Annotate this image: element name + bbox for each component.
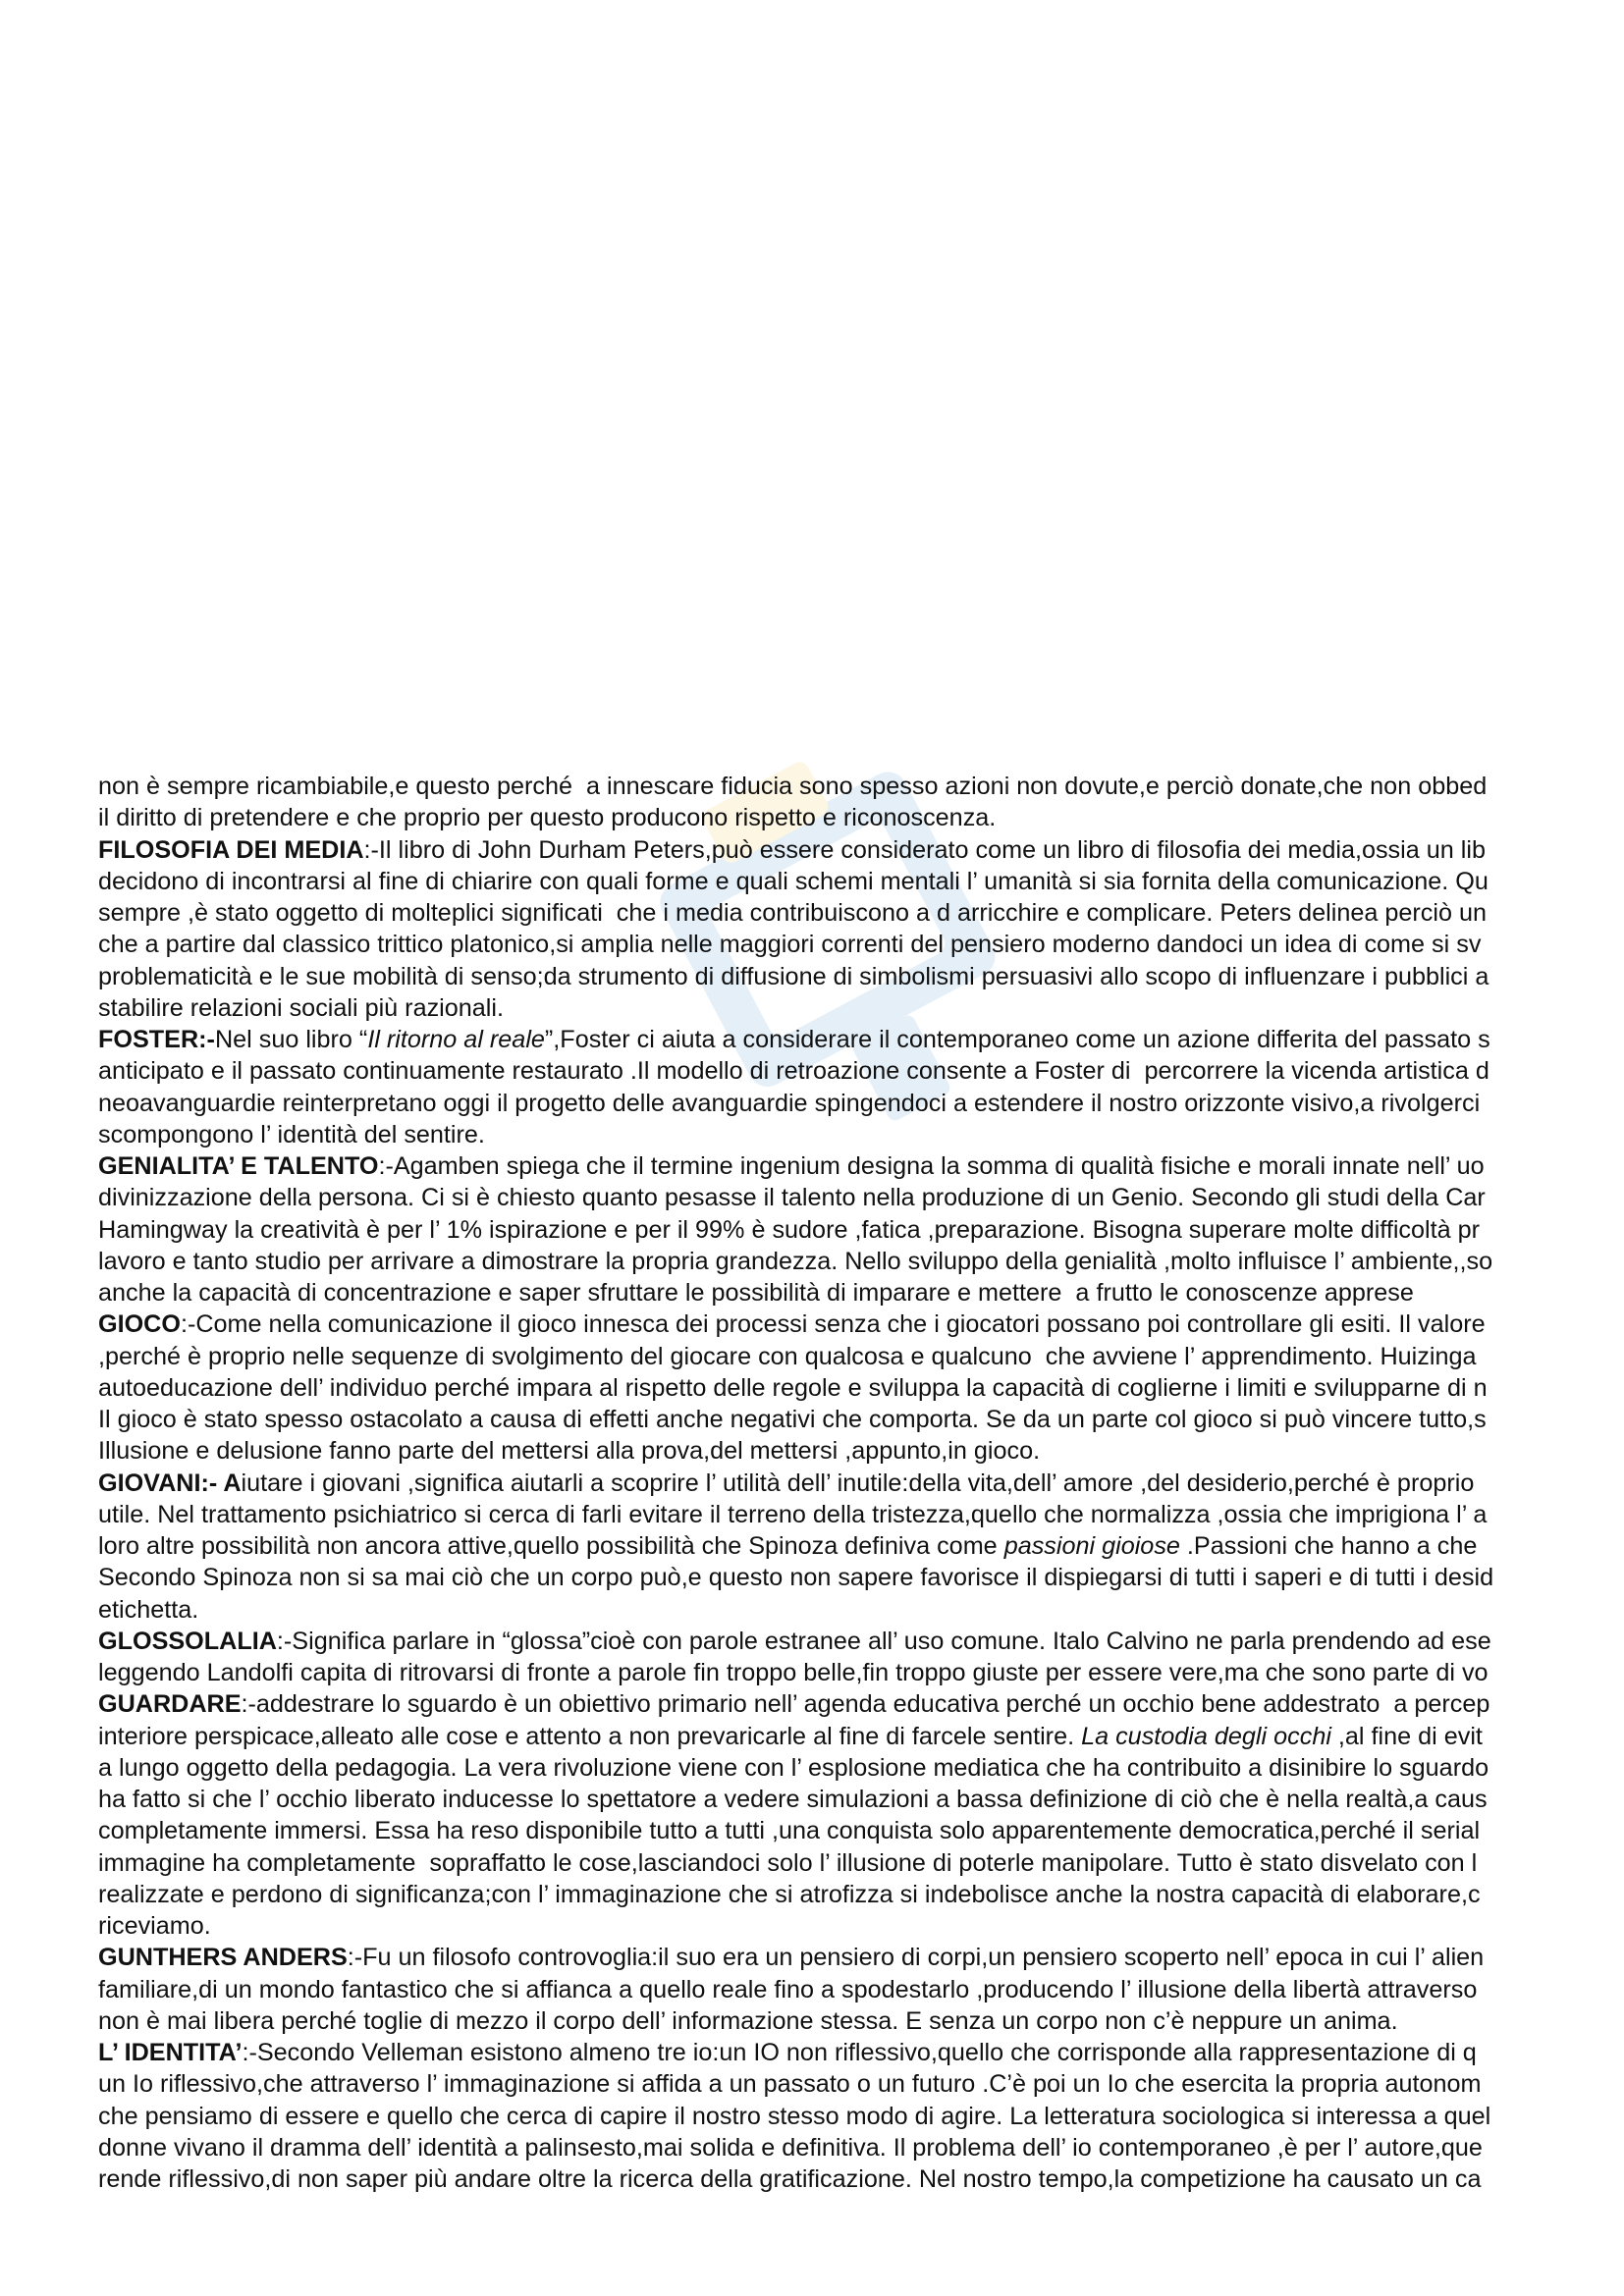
text-line: problematicità e le sue mobilità di senso;da strumento di diffusione di simbolismi persuasivi allo scopo di influenzare i pubblici a <box>98 962 1489 990</box>
text-line: Illusione e delusione fanno parte del mettersi alla prova,del mettersi ,appunto,in gioco. <box>98 1437 1041 1466</box>
entry-identita <box>98 2037 1624 2068</box>
italic-phrase: La custodia degli occhi <box>1081 1722 1338 1750</box>
text-line: :-addestrare lo sguardo è un obiettivo primario nell’ agenda educativa perché un occhio bene addestrato a percep <box>241 1690 1490 1719</box>
entry-filosofia-dei-media <box>98 834 1624 866</box>
text-line: a lungo oggetto della pedagogia. La vera rivoluzione viene con l’ esplosione mediatica che ha contribuito a disinibire lo sguardo <box>98 1753 1489 1782</box>
text-line: familiare,di un mondo fantastico che si affianca a quello reale fino a spodestarlo ,producendo l’ illusione della libertà attraverso <box>98 1975 1478 2003</box>
text-line: realizzate e perdono di significanza;con l’ immaginazione che si atrofizza si indebolisce anche la nostra capacità di elaborare,c <box>98 1880 1481 1908</box>
entry-foster <box>98 1024 1624 1055</box>
text-line: utile. Nel trattamento psichiatrico si cerca di farli evitare il terreno della tristezza,quello che normalizza ,ossia che imprigiona l’ a <box>98 1500 1488 1528</box>
text-line: ,perché è proprio nelle sequenze di svolgimento del giocare con qualcosa e qualcuno che avviene l’ apprendimento. Huizinga <box>98 1342 1477 1370</box>
entry-term: GUNTHERS ANDERS <box>98 1944 348 1972</box>
text-line: divinizzazione della persona. Ci si è chiesto quanto pesasse il talento nella produzione di un Genio. Secondo gli studi della Car <box>98 1184 1486 1212</box>
entry-term: GLOSSOLALIA <box>98 1627 277 1655</box>
text-line: riceviamo. <box>98 1912 211 1940</box>
text-line: donne vivano il dramma dell’ identità a palinsesto,mai solida e definitiva. Il problema dell’ io contemporaneo ,è per l’ autore,que <box>98 2133 1483 2162</box>
entry-term: FOSTER:- <box>98 1026 215 1053</box>
text-line: un Io riflessivo,che attraverso l’ immaginazione si affida a un passato o un futuro .C’è poi un Io che esercita la propria autonom <box>98 2070 1482 2099</box>
text-line: :-Significa parlare in “glossa”cioè con parole estranee all’ uso comune. Italo Calvino ne parla prendendo ad ese <box>276 1627 1491 1655</box>
text-line: scompongono l’ identità del sentire. <box>98 1120 485 1148</box>
text-line: autoeducazione dell’ individuo perché impara al rispetto delle regole e sviluppa la capacità di coglierne i limiti e svilupparne di n <box>98 1373 1488 1402</box>
text-line: ha fatto si che l’ occhio liberato inducesse lo spettatore a vedere simulazioni a bassa definizione di ciò che è nella realtà,a caus <box>98 1786 1488 1813</box>
text-fragment: loro altre possibilità non ancora attive,quello possibilità che Spinoza definiva come <box>98 1532 1004 1560</box>
text-line: sempre ,è stato oggetto di molteplici significati che i media contribuiscono a d arricchire e complicare. Peters delinea perciò un <box>98 899 1488 927</box>
entry-term: GUARDARE <box>98 1690 242 1719</box>
entry-term: FILOSOFIA DEI MEDIA <box>98 835 364 864</box>
text-line: lavoro e tanto studio per arrivare a dimostrare la propria grandezza. Nello sviluppo della genialità ,molto influisce l’ ambiente,,so <box>98 1247 1493 1275</box>
text-line: :-Come nella comunicazione il gioco innesca dei processi senza che i giocatori possano poi controllare gli esiti. Il valore <box>180 1310 1486 1339</box>
text-line: non è sempre ricambiabile,e questo perché a innescare fiducia sono spesso azioni non dovute,e perciò donate,che non obbed <box>98 773 1488 800</box>
document-body <box>98 771 1624 2195</box>
text-line: leggendo Landolfi capita di ritrovarsi di fronte a parole fin troppo belle,fin troppo giuste per essere vere,ma che sono parte di vo <box>98 1659 1489 1686</box>
text-line: Secondo Spinoza non si sa mai ciò che un corpo può,e questo non sapere favorisce il dispiegarsi di tutti i saperi e di tutti i desid <box>98 1564 1494 1592</box>
text-line: che a partire dal classico trittico platonico,si amplia nelle maggiori correnti del pensiero moderno dandoci un idea di come si sv <box>98 931 1482 959</box>
entry-genialita-e-talento <box>98 1150 1624 1182</box>
text-fragment: ,al fine di evit <box>1337 1722 1483 1750</box>
text-line: anticipato e il passato continuamente restaurato .Il modello di retroazione consente a Foster di percorrere la vicenda artistica d <box>98 1057 1489 1086</box>
text-line: etichetta. <box>98 1595 199 1624</box>
text-line: neoavanguardie reinterpretano oggi il progetto delle avanguardie spingendoci a estendere il nostro orizzonte visivo,a rivolgerci <box>98 1089 1481 1117</box>
text-line: che pensiamo di essere e quello che cerca di capire il nostro stesso modo di agire. La letteratura sociologica si interessa a quel <box>98 2102 1491 2130</box>
text-line: :-Fu un filosofo controvoglia:il suo era un pensiero di corpi,un pensiero scoperto nell’ epoca in cui l’ alien <box>347 1944 1485 1972</box>
text-line: anche la capacità di concentrazione e saper sfruttare le possibilità di imparare e mettere a frutto le conoscenze apprese <box>98 1279 1414 1307</box>
entry-term: L’ IDENTITA’ <box>98 2039 243 2066</box>
entry-term: GENIALITA’ E TALENTO <box>98 1152 379 1180</box>
book-title: Il ritorno al reale <box>367 1026 545 1053</box>
entry-glossolalia <box>98 1626 1624 1657</box>
text-line: ”,Foster ci aiuta a considerare il contemporaneo come un azione differita del passato s <box>544 1026 1490 1053</box>
text-line: stabilire relazioni sociali più razionali. <box>98 993 504 1022</box>
entry-guardare <box>98 1688 1624 1720</box>
text-line-mixed <box>98 1530 1624 1562</box>
entry-gunthers-anders <box>98 1942 1624 1973</box>
text-line: il diritto di pretendere e che proprio per questo producono rispetto e riconoscenza. <box>98 804 997 832</box>
text-line: Hamingway la creatività è per l’ 1% ispirazione e per il 99% è sudore ,fatica ,preparazione. Bisogna superare molte difficoltà pr <box>98 1215 1481 1244</box>
text-fragment: .Passioni che hanno a che <box>1179 1532 1478 1560</box>
entry-giovani <box>98 1468 1624 1499</box>
text-line-mixed <box>98 1721 1624 1752</box>
text-line: Il gioco è stato spesso ostacolato a causa di effetti anche negativi che comporta. Se da un parte col gioco si può vincere tutto,s <box>98 1406 1487 1433</box>
text-line: completamente immersi. Essa ha reso disponibile tutto a tutti ,una conquista solo apparentemente democratica,perché il serial <box>98 1817 1481 1845</box>
text-line: decidono di incontrarsi al fine di chiarire con quali forme e quali schemi mentali l’ umanità si sia fornita della comunicazione. Qu <box>98 867 1489 895</box>
text-line: iutare i giovani ,significa aiutarli a scoprire l’ utilità dell’ inutile:della vita,dell’ amore ,del desiderio,perché è proprio <box>241 1468 1475 1497</box>
text-line: :-Il libro di John Durham Peters,può essere considerato come un libro di filosofia dei media,ossia un lib <box>363 835 1486 864</box>
entry-term: GIOVANI:- A <box>98 1468 242 1497</box>
text-fragment: Nel suo libro “ <box>214 1026 368 1053</box>
text-line: immagine ha completamente sopraffatto le cose,lasciandoci solo l’ illusione di poterle manipolare. Tutto è stato disvelato con l <box>98 1848 1478 1877</box>
text-line: :-Secondo Velleman esistono almeno tre io:un IO non riflessivo,quello che corrisponde alla rappresentazione di q <box>242 2039 1477 2066</box>
text-fragment: interiore perspicace,alleato alle cose e attento a non prevaricarle al fine di farcele sentire. <box>98 1722 1082 1750</box>
italic-phrase: passioni gioiose <box>1003 1532 1180 1560</box>
entry-term: GIOCO <box>98 1310 181 1339</box>
text-line: rende riflessivo,di non saper più andare oltre la ricerca della gratificazione. Nel nostro tempo,la competizione ha causato un ca <box>98 2165 1482 2193</box>
text-line: :-Agamben spiega che il termine ingenium designa la somma di qualità fisiche e morali innate nell’ uo <box>378 1152 1485 1180</box>
text-line: non è mai libera perché toglie di mezzo il corpo dell’ informazione stessa. E senza un corpo non c’è neppure un anima. <box>98 2006 1398 2035</box>
entry-gioco <box>98 1308 1624 1340</box>
